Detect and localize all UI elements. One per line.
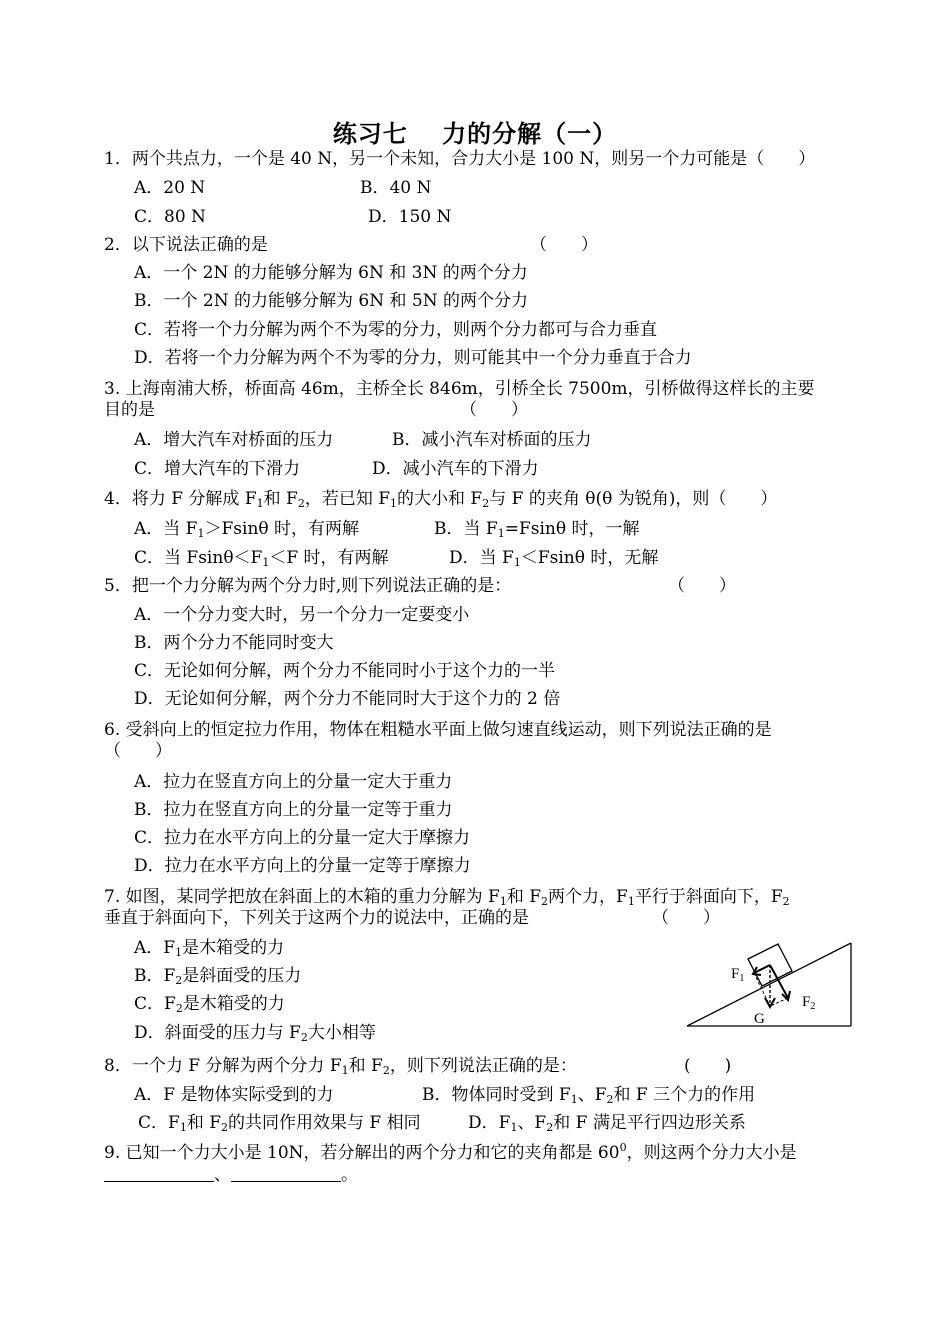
- q6-stem-line1: 6. 受斜向上的恒定拉力作用，物体在粗糙水平面上做匀速直线运动，则下列说法正确的是: [104, 720, 772, 740]
- q3-stem-line1: 3. 上海南浦大桥，桥面高 46m，主桥全长 846m，引桥全长 7500m，引桥做得这样长的主要: [104, 379, 815, 399]
- q8-option-c: C．$F_1$和 $F_2$的共同作用效果与 F 相同: [138, 1113, 421, 1134]
- q1-option-a: A．20 N: [134, 178, 206, 198]
- q7-answer-paren: （ ）: [652, 908, 720, 928]
- q6-option-a: A．拉力在竖直方向上的分量一定大于重力: [134, 772, 453, 792]
- worksheet-title: 练习七 力的分解（一）: [332, 120, 618, 148]
- q5-option-c: C．无论如何分解，两个分力不能同时小于这个力的一半: [134, 661, 556, 681]
- q5-option-d: D．无论如何分解，两个分力不能同时大于这个力的 2 倍: [134, 689, 561, 709]
- q2-stem: 2．以下说法正确的是: [104, 235, 268, 255]
- q5-option-a: A．一个分力变大时，另一个分力一定要变小: [134, 605, 470, 625]
- q3-option-c: C．增大汽车的下滑力: [134, 459, 301, 479]
- q8-answer-paren: ( ): [684, 1056, 732, 1076]
- q7-option-c: C．$F_2$是木箱受的力: [134, 994, 285, 1015]
- q8-option-b: B．物体同时受到 $F_1$、$F_2$和 F 三个力的作用: [422, 1085, 756, 1106]
- q5-stem: 5．把一个力分解为两个分力时,则下列说法正确的是：: [104, 576, 512, 596]
- q4-stem: 4．将力 F 分解成 $F_1$和 $F_2$，若已知 $F_1$的大小和 $F_2$与 F 的夹角 θ(θ 为锐角)，则（ ）: [104, 489, 778, 510]
- q2-option-a: A．一个 2N 的力能够分解为 6N 和 3N 的两个分力: [134, 263, 528, 283]
- label-f2: $F_2$: [802, 994, 816, 1012]
- q6-option-d: D．拉力在水平方向上的分量一定等于摩擦力: [134, 856, 471, 876]
- q2-option-c: C．若将一个力分解为两个不为零的分力，则两个分力都可与合力垂直: [134, 320, 658, 340]
- q2-option-d: D．若将一个力分解为两个不为零的分力，则可能其中一个分力垂直于合力: [134, 348, 692, 368]
- q7-option-b: B．$F_2$是斜面受的压力: [134, 966, 302, 987]
- q7-stem-line2: 垂直于斜面向下，下列关于这两个力的说法中，正确的是: [104, 908, 529, 928]
- q9-blank-2[interactable]: [231, 1165, 341, 1182]
- q7-stem-line1: 7. 如图，某同学把放在斜面上的木箱的重力分解为 $F_1$和 $F_2$两个力，$F_1$平行于斜面向下，$F_2$: [104, 887, 790, 908]
- q4-option-c: C．当 $Fsin\theta<F_1<F$ 时，有两解: [134, 548, 389, 569]
- q1-option-c: C．80 N: [134, 207, 206, 227]
- q4-option-a: A．当 $F_1>Fsin\theta$ 时，有两解: [134, 519, 360, 540]
- q3-option-a: A．增大汽车对桥面的压力: [134, 430, 334, 450]
- q6-option-b: B．拉力在竖直方向上的分量一定等于重力: [134, 800, 453, 820]
- q9-answer-line: 、 。: [104, 1164, 358, 1186]
- q1-stem: 1．两个共点力，一个是 40 N，另一个未知，合力大小是 100 N，则另一个力可能是（ ）: [104, 149, 816, 169]
- label-g: G: [754, 1011, 765, 1027]
- q3-answer-paren: （ ）: [460, 400, 528, 420]
- incline-force-diagram: [684, 940, 854, 1030]
- q4-option-d: D．当 $F_1<Fsin\theta$ 时，无解: [449, 548, 659, 569]
- q9-blank-1[interactable]: [104, 1165, 214, 1182]
- q8-stem: 8．一个力 F 分解为两个分力 $F_1$和 $F_2$，则下列说法正确的是：: [104, 1056, 577, 1077]
- q6-stem-line2: （ ）: [104, 741, 172, 761]
- q3-option-b: B．减小汽车对桥面的压力: [392, 430, 592, 450]
- q1-option-b: B．40 N: [360, 178, 432, 198]
- q7-option-d: D．斜面受的压力与 $F_2$大小相等: [134, 1023, 376, 1044]
- q3-stem-line2: 目的是: [104, 400, 155, 420]
- q1-option-d: D．150 N: [368, 207, 452, 227]
- q2-option-b: B．一个 2N 的力能够分解为 6N 和 5N 的两个分力: [134, 291, 528, 311]
- label-f1: $F_1$: [731, 966, 745, 984]
- q3-option-d: D．减小汽车的下滑力: [372, 459, 539, 479]
- q8-option-d: D．$F_1$、$F_2$和 F 满足平行四边形关系: [468, 1113, 746, 1134]
- q5-option-b: B．两个分力不能同时变大: [134, 633, 334, 653]
- q9-stem: 9. 已知一个力大小是 10N，若分解出的两个分力和它的夹角都是 $60^0$，则这两个分力大小是: [104, 1141, 797, 1163]
- q7-option-a: A．$F_1$是木箱受的力: [134, 938, 285, 959]
- q6-option-c: C．拉力在水平方向上的分量一定大于摩擦力: [134, 828, 471, 848]
- q2-answer-paren: （ ）: [530, 235, 598, 255]
- q4-option-b: B．当 $F_1=Fsin\theta$ 时，一解: [434, 519, 640, 540]
- q8-option-a: A．F 是物体实际受到的力: [134, 1085, 334, 1105]
- q5-answer-paren: （ ）: [668, 576, 736, 596]
